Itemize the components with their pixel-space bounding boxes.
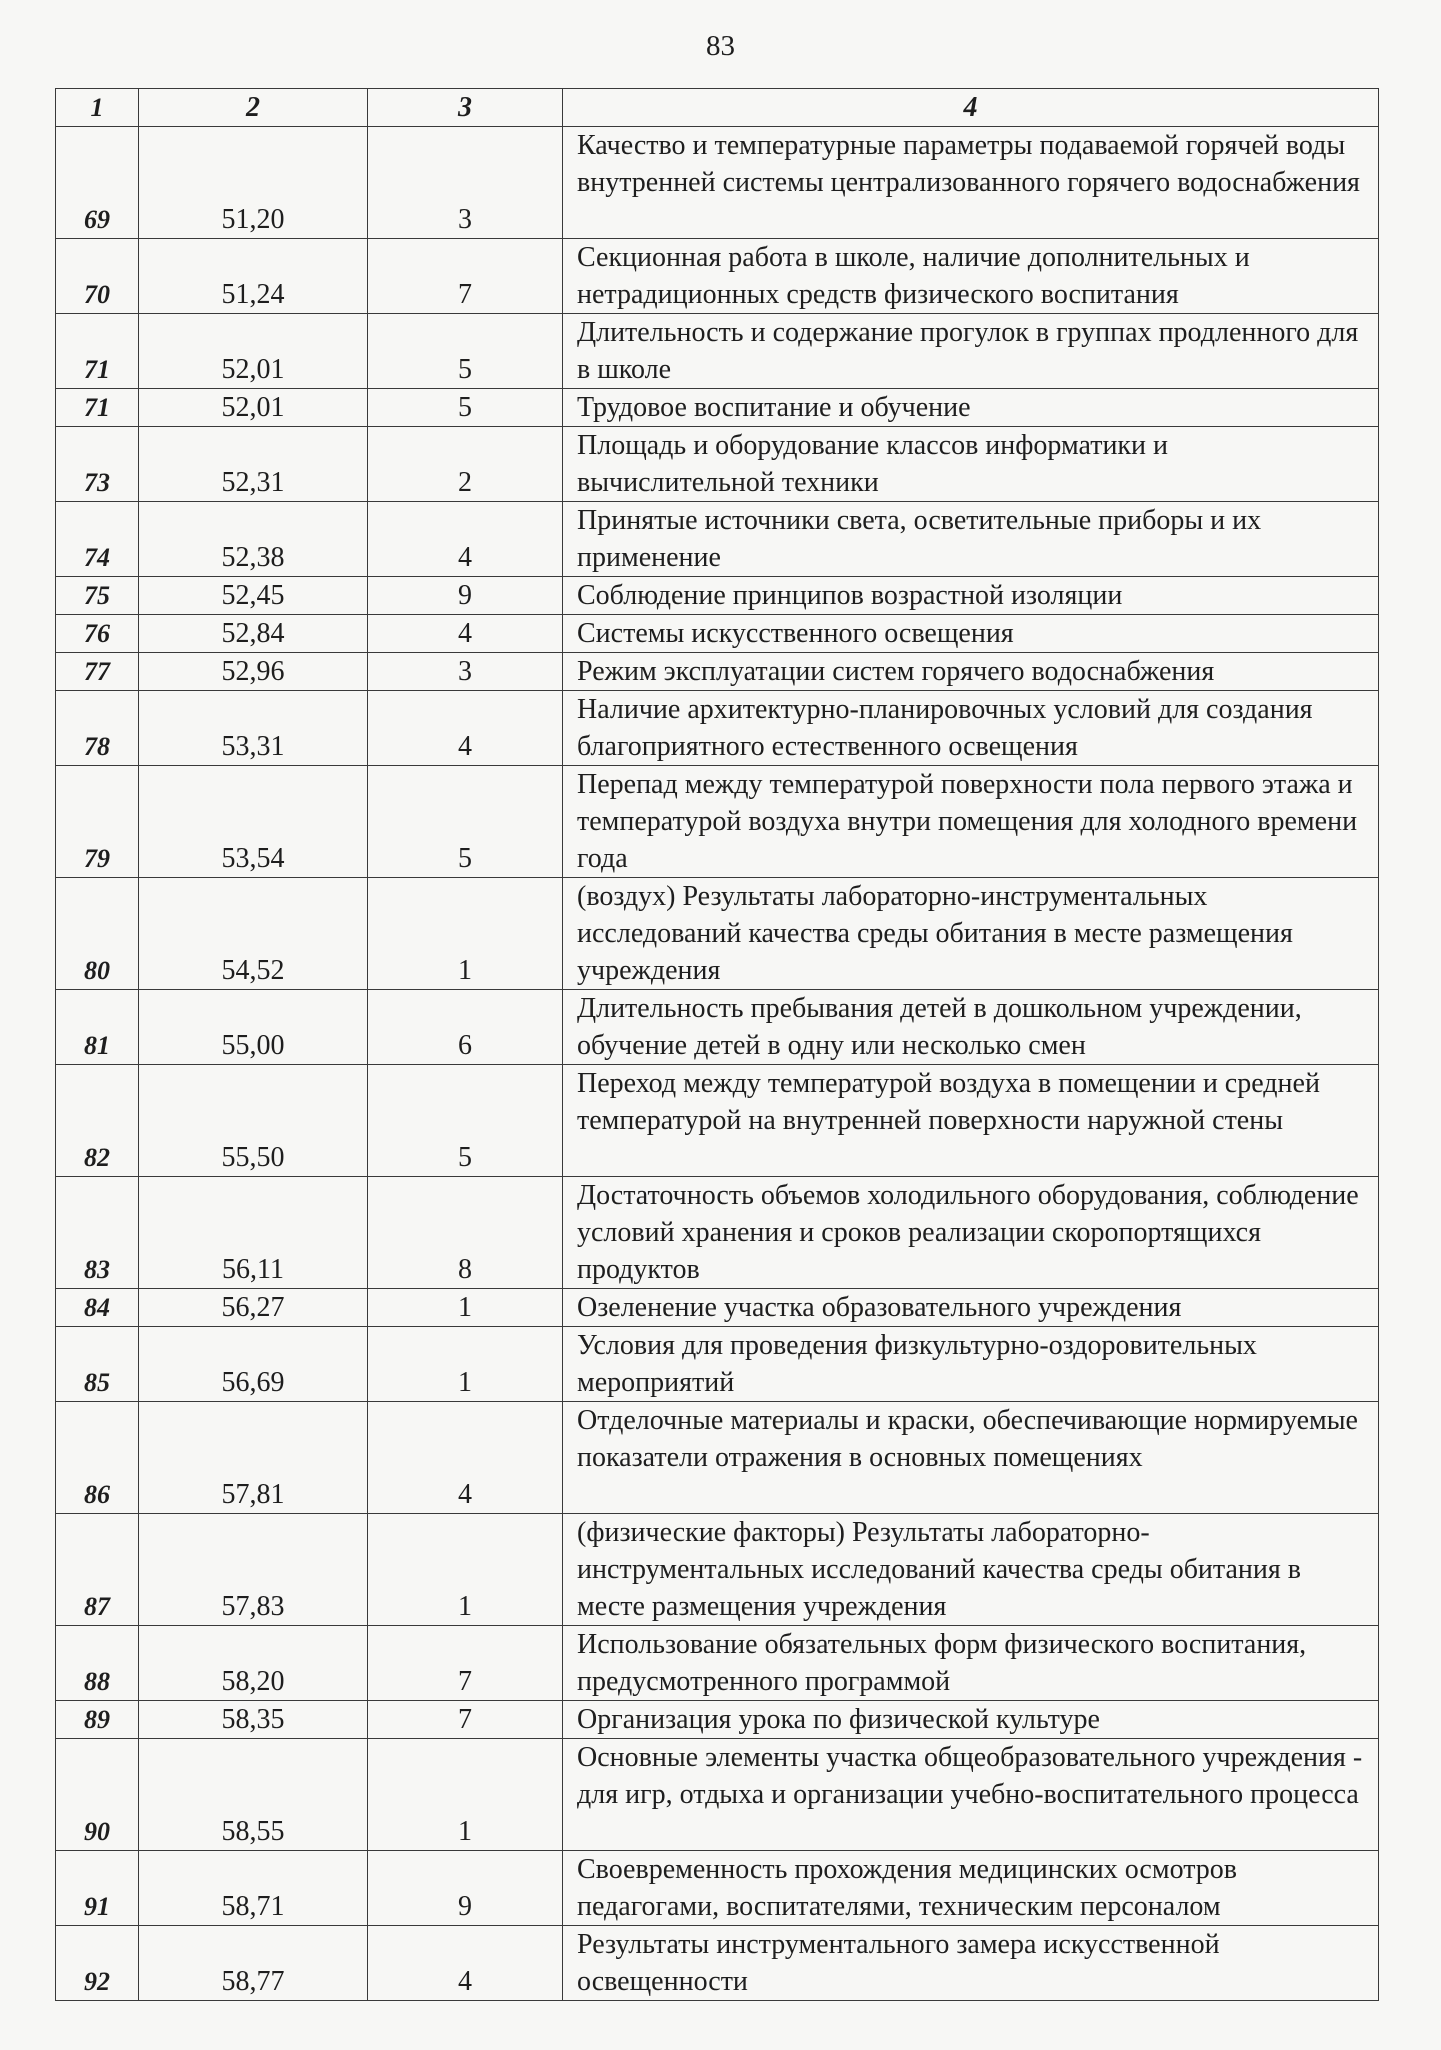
- row-number: 87: [56, 1514, 139, 1626]
- table-row: [56, 1289, 1379, 1327]
- description-cell: Переход между температурой воздуха в помещении и средней температурой на внутренней поверхности наружной стены: [563, 1065, 1379, 1177]
- group-cell: 4: [368, 1926, 563, 2001]
- group-cell: 8: [368, 1177, 563, 1289]
- table-row: [56, 1926, 1379, 2001]
- description-cell: Секционная работа в школе, наличие дополнительных и нетрадиционных средств физического воспитания: [563, 239, 1379, 314]
- value-cell: 51,20: [139, 127, 368, 239]
- row-number: 74: [56, 502, 139, 577]
- row-number: 69: [56, 127, 139, 239]
- value-cell: 52,01: [139, 389, 368, 427]
- row-number: 86: [56, 1402, 139, 1514]
- description-cell: Использование обязательных форм физического воспитания, предусмотренного программой: [563, 1626, 1379, 1701]
- table-row: [56, 691, 1379, 766]
- description-cell: Своевременность прохождения медицинских осмотров педагогами, воспитателями, техническим персоналом: [563, 1851, 1379, 1926]
- value-cell: 51,24: [139, 239, 368, 314]
- description-cell: Перепад между температурой поверхности пола первого этажа и температурой воздуха внутри помещения для холодного времени года: [563, 766, 1379, 878]
- table-row: [56, 615, 1379, 653]
- group-cell: 2: [368, 427, 563, 502]
- description-cell: Организация урока по физической культуре: [563, 1701, 1379, 1739]
- group-cell: 1: [368, 1327, 563, 1402]
- table-row: [56, 653, 1379, 691]
- row-number: 80: [56, 878, 139, 990]
- column-header: 3: [368, 89, 563, 127]
- value-cell: 58,35: [139, 1701, 368, 1739]
- description-cell: (физические факторы) Результаты лабораторно-инструментальных исследований качества среды обитания в месте размещения учреждения: [563, 1514, 1379, 1626]
- row-number: 89: [56, 1701, 139, 1739]
- table-row: [56, 127, 1379, 239]
- description-cell: Основные элементы участка общеобразовательного учреждения - для игр, отдыха и организации учебно-воспитательного процесса: [563, 1739, 1379, 1851]
- row-number: 70: [56, 239, 139, 314]
- table-row: [56, 1065, 1379, 1177]
- table-row: [56, 427, 1379, 502]
- row-number: 85: [56, 1327, 139, 1402]
- value-cell: 54,52: [139, 878, 368, 990]
- value-cell: 52,96: [139, 653, 368, 691]
- group-cell: 1: [368, 1739, 563, 1851]
- group-cell: 3: [368, 653, 563, 691]
- value-cell: 52,01: [139, 314, 368, 389]
- description-cell: Результаты инструментального замера искусственной освещенности: [563, 1926, 1379, 2001]
- table-body: [56, 127, 1379, 2001]
- table-row: [56, 314, 1379, 389]
- row-number: 92: [56, 1926, 139, 2001]
- group-cell: 6: [368, 990, 563, 1065]
- description-cell: Озеленение участка образовательного учреждения: [563, 1289, 1379, 1327]
- value-cell: 52,84: [139, 615, 368, 653]
- value-cell: 53,54: [139, 766, 368, 878]
- description-cell: Площадь и оборудование классов информатики и вычислительной техники: [563, 427, 1379, 502]
- row-number: 82: [56, 1065, 139, 1177]
- table-row: [56, 878, 1379, 990]
- row-number: 75: [56, 577, 139, 615]
- row-number: 71: [56, 389, 139, 427]
- value-cell: 58,20: [139, 1626, 368, 1701]
- value-cell: 53,31: [139, 691, 368, 766]
- row-number: 79: [56, 766, 139, 878]
- table-row: [56, 1327, 1379, 1402]
- table-row: [56, 1514, 1379, 1626]
- row-number: 73: [56, 427, 139, 502]
- value-cell: 55,00: [139, 990, 368, 1065]
- description-cell: Длительность пребывания детей в дошкольном учреждении, обучение детей в одну или несколько смен: [563, 990, 1379, 1065]
- value-cell: 58,77: [139, 1926, 368, 2001]
- row-number: 83: [56, 1177, 139, 1289]
- group-cell: 4: [368, 502, 563, 577]
- value-cell: 55,50: [139, 1065, 368, 1177]
- description-cell: Системы искусственного освещения: [563, 615, 1379, 653]
- table-row: [56, 1701, 1379, 1739]
- description-cell: Режим эксплуатации систем горячего водоснабжения: [563, 653, 1379, 691]
- group-cell: 7: [368, 1701, 563, 1739]
- row-number: 84: [56, 1289, 139, 1327]
- value-cell: 52,38: [139, 502, 368, 577]
- description-cell: Условия для проведения физкультурно-оздоровительных мероприятий: [563, 1327, 1379, 1402]
- table-row: [56, 239, 1379, 314]
- description-cell: Отделочные материалы и краски, обеспечивающие нормируемые показатели отражения в основных помещениях: [563, 1402, 1379, 1514]
- description-cell: Наличие архитектурно-планировочных условий для создания благоприятного естественного освещения: [563, 691, 1379, 766]
- column-header: 1: [56, 89, 139, 127]
- description-cell: Соблюдение принципов возрастной изоляции: [563, 577, 1379, 615]
- table-row: [56, 1626, 1379, 1701]
- group-cell: 4: [368, 615, 563, 653]
- value-cell: 57,81: [139, 1402, 368, 1514]
- group-cell: 1: [368, 1289, 563, 1327]
- table-header-row: [56, 89, 1379, 127]
- value-cell: 58,71: [139, 1851, 368, 1926]
- table-row: [56, 1739, 1379, 1851]
- row-number: 88: [56, 1626, 139, 1701]
- table-row: [56, 1402, 1379, 1514]
- row-number: 78: [56, 691, 139, 766]
- table-row: [56, 577, 1379, 615]
- row-number: 71: [56, 314, 139, 389]
- description-cell: Качество и температурные параметры подаваемой горячей воды внутренней системы централизованного горячего водоснабжения: [563, 127, 1379, 239]
- group-cell: 1: [368, 1514, 563, 1626]
- group-cell: 4: [368, 1402, 563, 1514]
- row-number: 81: [56, 990, 139, 1065]
- row-number: 76: [56, 615, 139, 653]
- value-cell: 58,55: [139, 1739, 368, 1851]
- table-row: [56, 1177, 1379, 1289]
- table-row: [56, 766, 1379, 878]
- description-cell: Принятые источники света, осветительные приборы и их применение: [563, 502, 1379, 577]
- table-row: [56, 389, 1379, 427]
- value-cell: 56,69: [139, 1327, 368, 1402]
- group-cell: 7: [368, 1626, 563, 1701]
- column-header: 2: [139, 89, 368, 127]
- row-number: 90: [56, 1739, 139, 1851]
- description-cell: (воздух) Результаты лабораторно-инструментальных исследований качества среды обитания в месте размещения учреждения: [563, 878, 1379, 990]
- group-cell: 9: [368, 1851, 563, 1926]
- table-row: [56, 502, 1379, 577]
- value-cell: 52,45: [139, 577, 368, 615]
- table-row: [56, 1851, 1379, 1926]
- row-number: 77: [56, 653, 139, 691]
- group-cell: 1: [368, 878, 563, 990]
- column-header: 4: [563, 89, 1379, 127]
- group-cell: 9: [368, 577, 563, 615]
- description-cell: Длительность и содержание прогулок в группах продленного для в школе: [563, 314, 1379, 389]
- value-cell: 57,83: [139, 1514, 368, 1626]
- group-cell: 4: [368, 691, 563, 766]
- row-number: 91: [56, 1851, 139, 1926]
- group-cell: 3: [368, 127, 563, 239]
- group-cell: 5: [368, 389, 563, 427]
- group-cell: 7: [368, 239, 563, 314]
- data-table: [55, 88, 1379, 2001]
- group-cell: 5: [368, 1065, 563, 1177]
- group-cell: 5: [368, 314, 563, 389]
- value-cell: 52,31: [139, 427, 368, 502]
- description-cell: Достаточность объемов холодильного оборудования, соблюдение условий хранения и сроков реализации скоропортящихся продуктов: [563, 1177, 1379, 1289]
- table-row: [56, 990, 1379, 1065]
- group-cell: 5: [368, 766, 563, 878]
- value-cell: 56,11: [139, 1177, 368, 1289]
- description-cell: Трудовое воспитание и обучение: [563, 389, 1379, 427]
- page-number: 83: [706, 30, 735, 62]
- value-cell: 56,27: [139, 1289, 368, 1327]
